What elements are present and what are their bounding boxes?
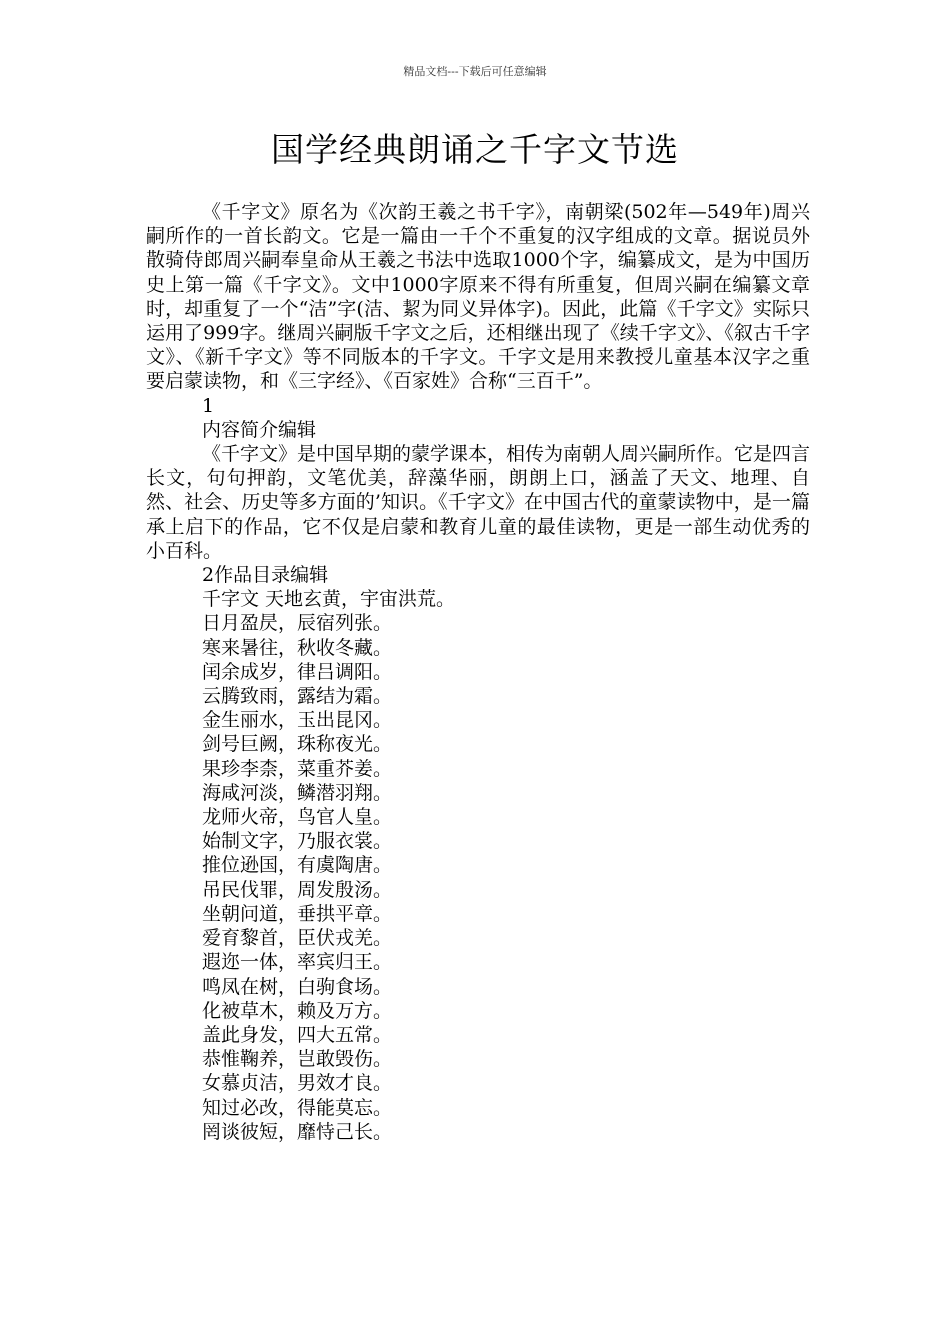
- poem-line: 坐朝问道，垂拱平章。: [202, 902, 393, 925]
- poem-line: 盖此身发，四大五常。: [202, 1023, 393, 1046]
- header-note: 精品文档---下载后可任意编辑: [403, 65, 547, 78]
- poem-line: 推位逊国，有虞陶唐。: [202, 854, 393, 877]
- section-2-heading: 2作品目录编辑: [202, 564, 329, 587]
- poem-line: 爱育黎首，臣伏戎羌。: [202, 927, 393, 950]
- poem-line: 罔谈彼短，靡恃己长。: [202, 1120, 393, 1143]
- poem-line: 金生丽水，玉出昆冈。: [202, 709, 393, 732]
- poem-line: 剑号巨阙，珠称夜光。: [202, 733, 393, 756]
- poem-line: 海咸河淡，鳞潜羽翔。: [202, 781, 393, 804]
- poem-line: 寒来暑往，秋收冬藏。: [202, 636, 393, 659]
- poem-line: 龙师火帝，鸟官人皇。: [202, 806, 393, 829]
- section-1-number: 1: [202, 394, 215, 417]
- section-1-heading: 内容简介编辑: [202, 418, 317, 441]
- poem-line: 鸣凤在树，白驹食场。: [202, 975, 393, 998]
- poem-line: 云腾致雨，露结为霜。: [202, 685, 393, 708]
- poem-line: 女慕贞洁，男效才良。: [202, 1072, 393, 1095]
- poem-line: 始制文字，乃服衣裳。: [202, 830, 393, 853]
- poem-line: 果珍李柰，菜重芥姜。: [202, 757, 393, 780]
- poem-line: 千字文 天地玄黄，宇宙洪荒。: [202, 588, 456, 611]
- poem-line: 恭惟鞠养，岂敢毁伤。: [202, 1048, 393, 1071]
- poem-lines: [146, 587, 810, 1144]
- poem-line: 吊民伐罪，周发殷汤。: [202, 878, 393, 901]
- document-title: 国学经典朗诵之千字文节选: [271, 130, 679, 169]
- poem-line: 日月盈昃，辰宿列张。: [202, 612, 393, 635]
- poem-line: 化被草木，赖及万方。: [202, 999, 393, 1022]
- document-body: [146, 200, 810, 1144]
- section-1-paragraph: 《千字文》是中国早期的蒙学课本，相传为南朝人周兴嗣所作。它是四言长文，句句押韵，文笔优美，辞藻华丽，朗朗上口，涵盖了天文、地理、自然、社会、历史等多方面的’知识。《千字文》在中国古代的童蒙读物中，是一篇承上启下的作品，它不仅是启蒙和教育儿童的最佳读物，更是一部生动优秀的小百科。: [146, 443, 811, 562]
- poem-line: 闰余成岁，律吕调阳。: [202, 660, 393, 683]
- poem-line: 知过必改，得能莫忘。: [202, 1096, 393, 1119]
- intro-paragraph: 《千字文》原名为《次韵王羲之书千字》，南朝梁(502年—549年)周兴嗣所作的一首长韵文。它是一篇由一千个不重复的汉字组成的文章。据说员外散骑侍郎周兴嗣奉皇命从王羲之书法中选取1000个字，编纂成文，是为中国历史上第一篇《千字文》。文中1000字原来不得有所重复，但周兴嗣在编纂文章时，却重复了一个“洁”字(洁、絜为同义异体字)。因此，此篇《千字文》实际只运用了999字。继周兴嗣版千字文之后，还相继出现了《续千字文》、《叙古千字文》、《新千字文》等不同版本的千字文。千字文是用来教授儿童基本汉字之重要启蒙读物，和《三字经》、《百家姓》合称“三百千”。: [146, 201, 810, 393]
- poem-line: 遐迩一体，率宾归王。: [202, 951, 393, 974]
